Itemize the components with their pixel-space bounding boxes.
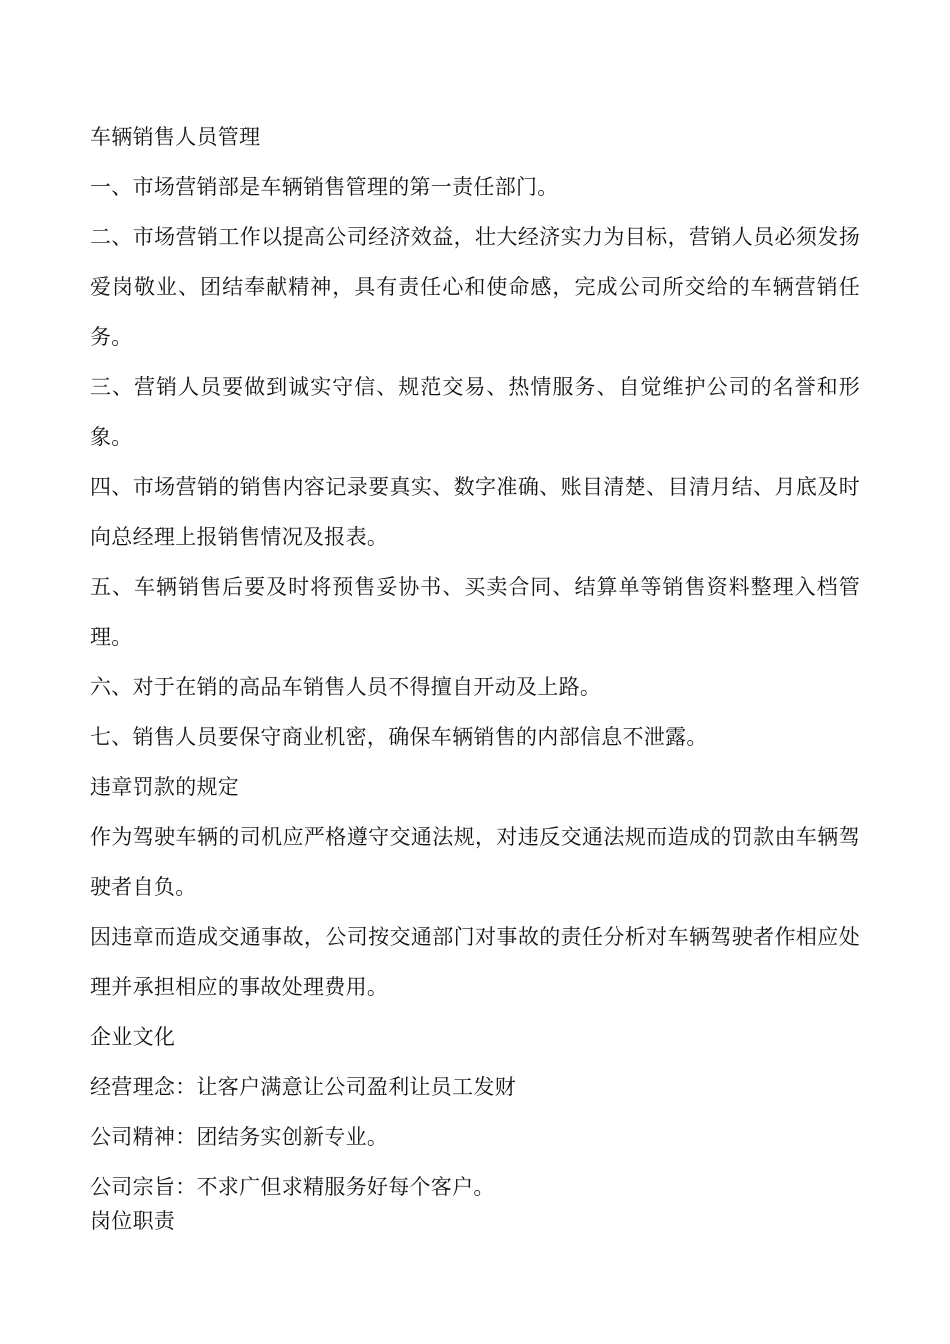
section-heading-duties: 岗位职责 [90, 1209, 176, 1233]
section-heading-fines: 违章罚款的规定 [90, 775, 240, 799]
culture-purpose: 公司宗旨：不求广但求精服务好每个客户。 [90, 1175, 495, 1199]
paragraph-fines-2: 因违章而造成交通事故，公司按交通部门对事故的责任分析对车辆驾驶者作相应处理并承担相应的事故处理费用。 [90, 925, 860, 999]
culture-philosophy: 经营理念：让客户满意让公司盈利让员工发财 [90, 1075, 516, 1099]
paragraph-fines-1: 作为驾驶车辆的司机应严格遵守交通法规，对违反交通法规而造成的罚款由车辆驾驶者自负。 [90, 825, 860, 899]
section-heading-culture: 企业文化 [90, 1025, 176, 1049]
document-body [90, 112, 860, 1238]
paragraph-item-7: 七、销售人员要保守商业机密，确保车辆销售的内部信息不泄露。 [90, 725, 708, 749]
paragraph-item-2: 二、市场营销工作以提高公司经济效益，壮大经济实力为目标，营销人员必须发扬爱岗敬业、团结奉献精神，具有责任心和使命感，完成公司所交给的车辆营销任务。 [90, 225, 860, 349]
paragraph-item-6: 六、对于在销的高品车销售人员不得擅自开动及上路。 [90, 675, 602, 699]
paragraph-item-3: 三、营销人员要做到诚实守信、规范交易、热情服务、自觉维护公司的名誉和形象。 [90, 375, 860, 449]
paragraph-item-5: 五、车辆销售后要及时将预售妥协书、买卖合同、结算单等销售资料整理入档管理。 [90, 575, 860, 649]
culture-spirit: 公司精神：团结务实创新专业。 [90, 1125, 389, 1149]
paragraph-item-4: 四、市场营销的销售内容记录要真实、数字准确、账目清楚、目清月结、月底及时向总经理上报销售情况及报表。 [90, 475, 860, 549]
paragraph-item-1: 一、市场营销部是车辆销售管理的第一责任部门。 [90, 175, 559, 199]
section-heading-sales-staff: 车辆销售人员管理 [90, 125, 261, 149]
